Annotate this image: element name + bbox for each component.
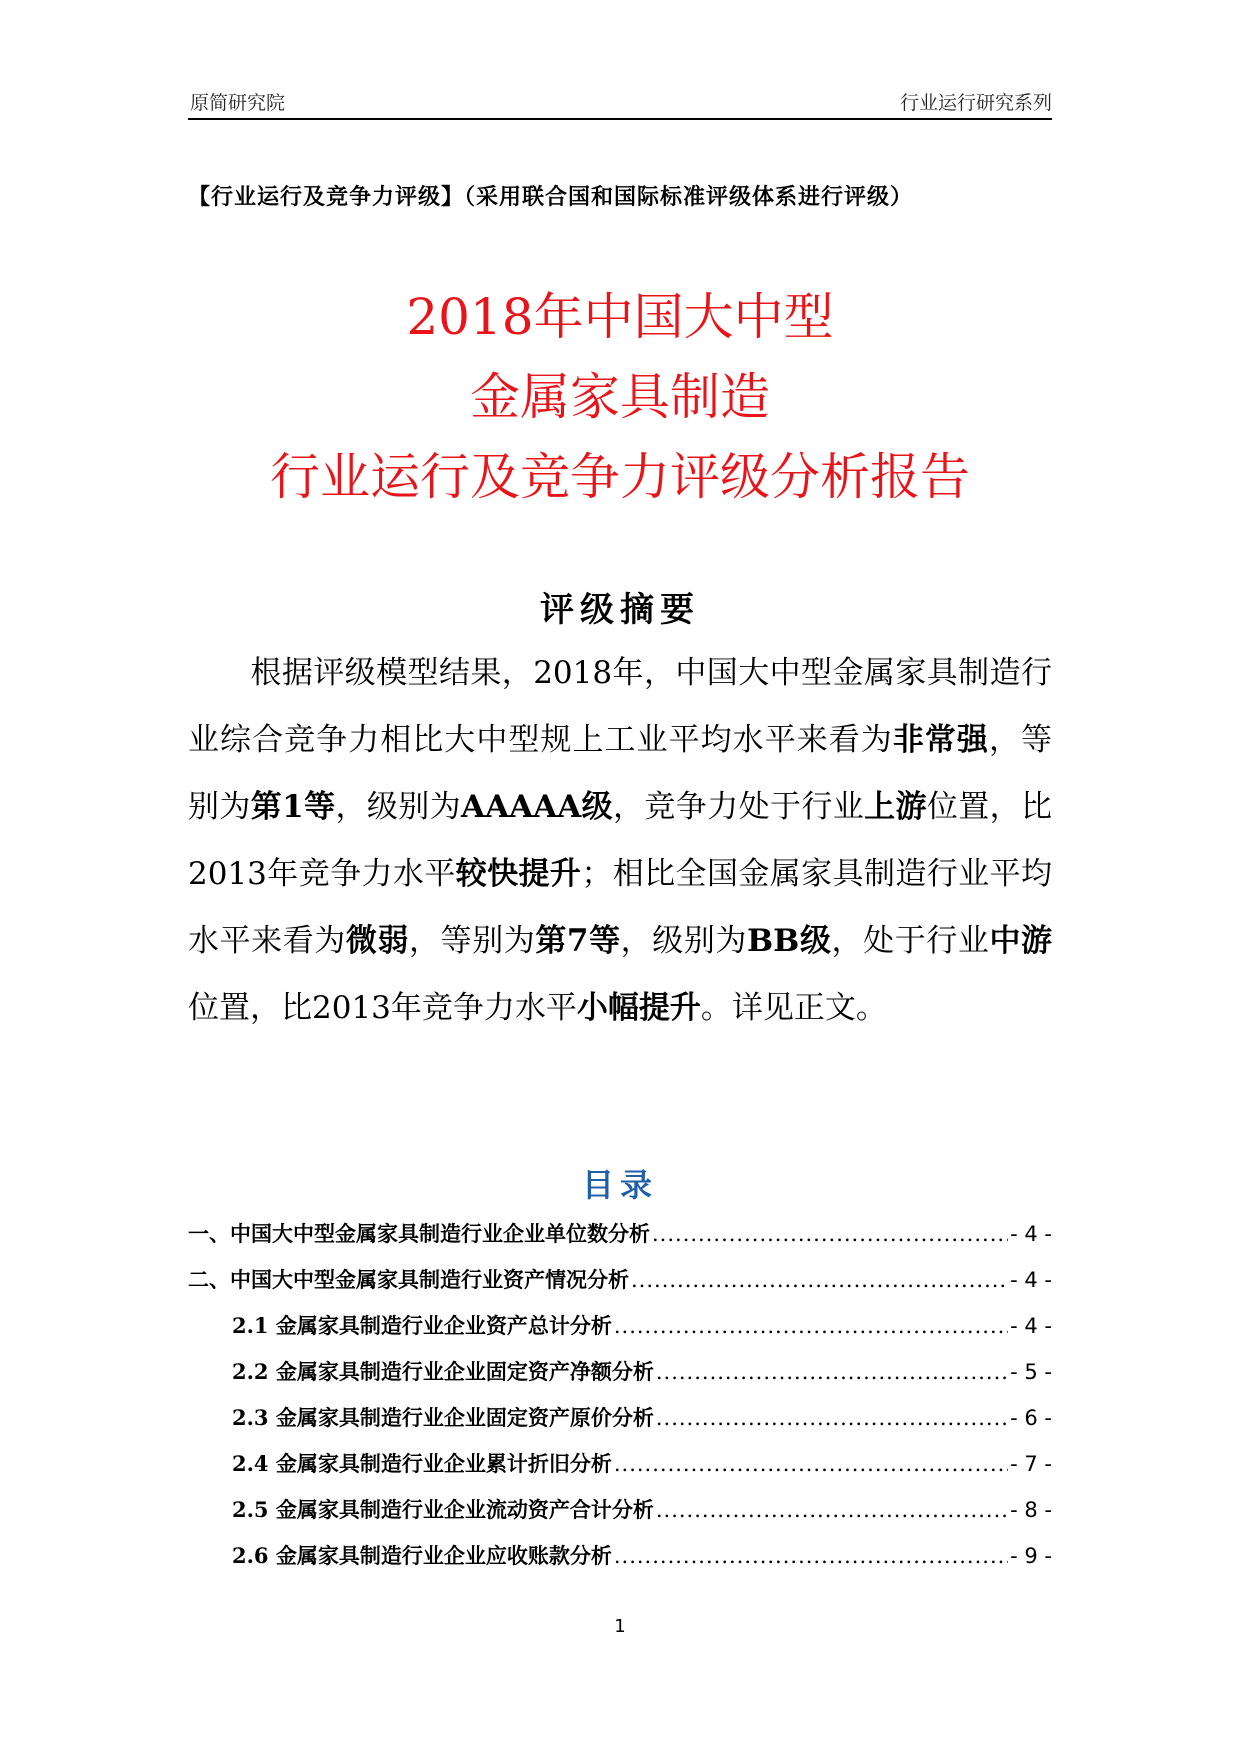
- summary-text: ，竞争力处于行业: [613, 789, 865, 825]
- summary-emphasis: 第1等: [250, 789, 336, 825]
- summary-emphasis: 第7等: [535, 923, 621, 959]
- toc-entry-label: 2.2 金属家具制造行业企业固定资产净额分析: [232, 1359, 654, 1384]
- summary-text: ，级别为: [335, 789, 462, 825]
- toc-entry[interactable]: [188, 1264, 1052, 1310]
- summary-text: 位置，比2013年竞争力水平: [188, 789, 1053, 892]
- summary-emphasis: BB级: [746, 923, 832, 959]
- toc-leader-dots: [656, 1406, 1008, 1430]
- summary-text: ，等别为: [409, 923, 536, 959]
- toc-entry-label: 2.4 金属家具制造行业企业累计折旧分析: [232, 1451, 612, 1476]
- toc-entry-page: - 8 -: [1010, 1498, 1052, 1522]
- summary-emphasis: AAAAA级: [461, 789, 614, 825]
- header-left-org: 原简研究院: [190, 92, 286, 114]
- toc-subentry[interactable]: [188, 1540, 1052, 1586]
- summary-text: ；相比全国金属家具制造行业平均水平来看为: [188, 856, 1052, 959]
- toc-entry-label: 2.3 金属家具制造行业企业固定资产原价分析: [232, 1405, 654, 1430]
- header-right-series: 行业运行研究系列: [899, 92, 1052, 114]
- toc-entry-label: 2.6 金属家具制造行业企业应收账款分析: [232, 1543, 612, 1568]
- summary-text: ，等别为: [188, 722, 1053, 825]
- header-divider: [188, 118, 1052, 120]
- toc-leader-dots: [656, 1360, 1008, 1384]
- summary-emphasis: 较快提升: [455, 856, 582, 892]
- report-subtitle: 【行业运行及竞争力评级】（采用联合国和国际标准评级体系进行评级）: [188, 184, 914, 210]
- toc-entry-page: - 5 -: [1010, 1360, 1052, 1384]
- report-title-line3: 行业运行及竞争力评级分析报告: [270, 448, 970, 506]
- toc-leader-dots: [614, 1452, 1008, 1476]
- summary-text: ，处于行业: [831, 923, 990, 959]
- summary-text: 位置，比2013年竞争力水平: [188, 990, 577, 1026]
- page-number: 1: [614, 1616, 626, 1637]
- toc-subentry[interactable]: [188, 1356, 1052, 1402]
- toc-subentry[interactable]: [188, 1402, 1052, 1448]
- summary-text: ，级别为: [620, 923, 747, 959]
- toc-subentry[interactable]: [188, 1310, 1052, 1356]
- toc-subentry[interactable]: [188, 1448, 1052, 1494]
- toc-leader-dots: [631, 1268, 1008, 1292]
- report-title-line1: 2018年中国大中型: [406, 288, 834, 346]
- toc-entry-page: - 4 -: [1010, 1222, 1052, 1246]
- summary-heading: 评级摘要: [540, 590, 700, 630]
- table-of-contents: [188, 1218, 1052, 1586]
- toc-leader-dots: [614, 1314, 1008, 1338]
- toc-entry-label: 2.5 金属家具制造行业企业流动资产合计分析: [232, 1497, 654, 1522]
- toc-subentry[interactable]: [188, 1494, 1052, 1540]
- report-title-line2: 金属家具制造: [470, 368, 770, 426]
- summary-emphasis: 非常强: [892, 722, 989, 758]
- summary-paragraph: [188, 640, 1052, 1042]
- toc-entry-label: 二、中国大中型金属家具制造行业资产情况分析: [188, 1267, 629, 1292]
- summary-emphasis: 中游: [989, 923, 1053, 959]
- toc-entry-page: - 6 -: [1010, 1406, 1052, 1430]
- summary-emphasis: 小幅提升: [576, 990, 701, 1026]
- toc-leader-dots: [656, 1498, 1008, 1522]
- toc-leader-dots: [614, 1544, 1008, 1568]
- toc-entry-page: - 7 -: [1010, 1452, 1052, 1476]
- toc-heading: 目录: [581, 1166, 658, 1204]
- toc-leader-dots: [652, 1222, 1008, 1246]
- summary-emphasis: 微弱: [345, 923, 410, 959]
- summary-text: 根据评级模型结果，2018年，中国大中型金属家具制造行业综合竞争力相比大中型规上工业平均水平来看为: [188, 655, 1052, 758]
- toc-entry-page: - 4 -: [1010, 1314, 1052, 1338]
- toc-entry-page: - 4 -: [1010, 1268, 1052, 1292]
- toc-entry[interactable]: [188, 1218, 1052, 1264]
- toc-entry-label: 2.1 金属家具制造行业企业资产总计分析: [232, 1313, 612, 1338]
- toc-entry-label: 一、中国大中型金属家具制造行业企业单位数分析: [188, 1221, 650, 1246]
- summary-text: 。详见正文。: [700, 990, 887, 1026]
- toc-entry-page: - 9 -: [1010, 1544, 1052, 1568]
- summary-emphasis: 上游: [864, 789, 927, 825]
